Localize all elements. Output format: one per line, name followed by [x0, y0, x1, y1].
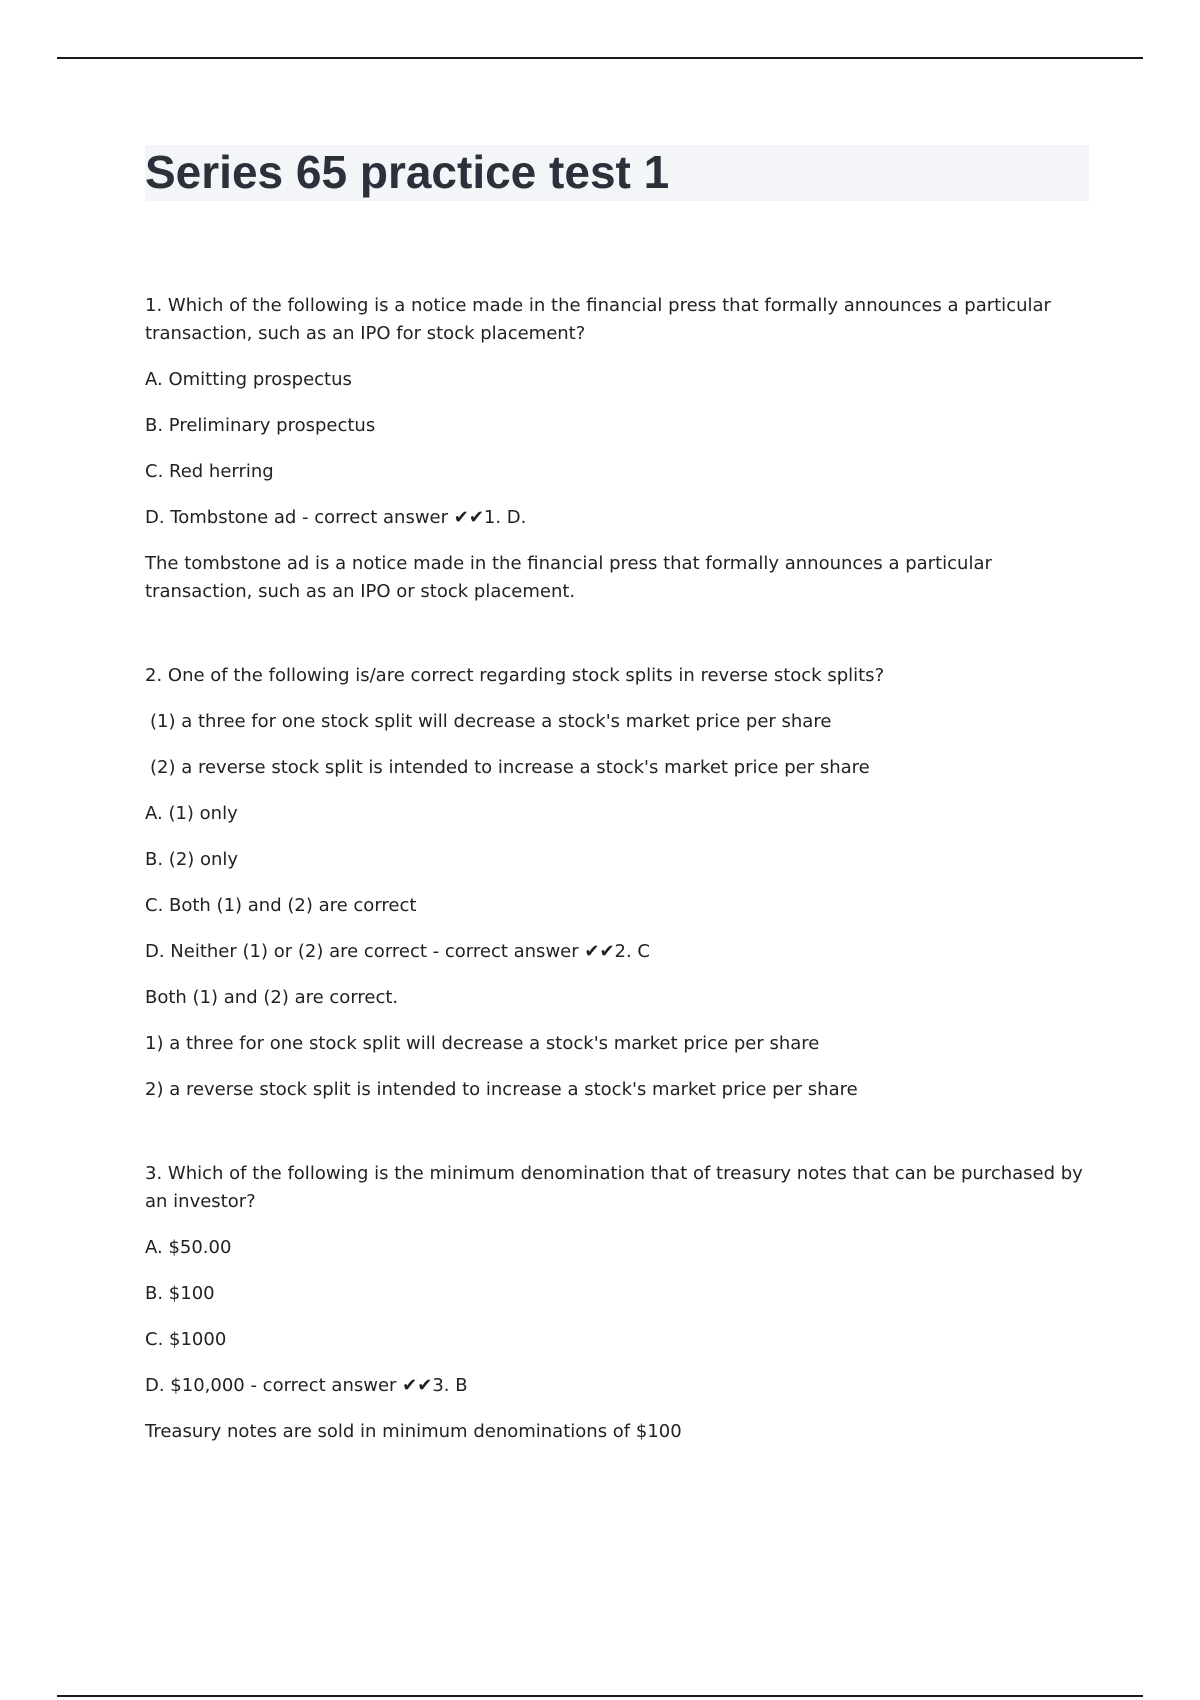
- answer-option-a: A. Omitting prospectus: [145, 369, 352, 390]
- answer-option-c: C. $1000: [145, 1329, 227, 1350]
- answer-explanation-point-1: 1) a three for one stock split will decrease a stock's market price per share: [145, 1033, 820, 1054]
- question-3: [145, 1160, 1090, 1446]
- question-statement-2: (2) a reverse stock split is intended to increase a stock's market price per share: [150, 757, 870, 778]
- title-banner: [145, 145, 1089, 201]
- answer-option-a: A. (1) only: [145, 803, 238, 824]
- answer-option-d: D. Neither (1) or (2) are correct - correct answer ✔✔2. C: [145, 941, 650, 962]
- top-divider: [57, 57, 1143, 59]
- answer-explanation: Both (1) and (2) are correct.: [145, 987, 399, 1008]
- answer-option-c: C. Both (1) and (2) are correct: [145, 895, 417, 916]
- question-statement-1: (1) a three for one stock split will decrease a stock's market price per share: [150, 711, 832, 732]
- answer-option-c: C. Red herring: [145, 461, 274, 482]
- bottom-divider: [57, 1695, 1143, 1697]
- question-1: [145, 292, 1090, 606]
- answer-option-b: B. (2) only: [145, 849, 239, 870]
- answer-option-d: D. $10,000 - correct answer ✔✔3. B: [145, 1375, 468, 1396]
- answer-option-d: D. Tombstone ad - correct answer ✔✔1. D.: [145, 507, 527, 528]
- answer-option-b: B. Preliminary prospectus: [145, 415, 376, 436]
- answer-explanation-point-2: 2) a reverse stock split is intended to increase a stock's market price per share: [145, 1079, 858, 1100]
- question-2: [145, 662, 1090, 1104]
- question-stem: 1. Which of the following is a notice made in the financial press that formally announces a particular transaction, such as an IPO for stock placement?: [145, 295, 1051, 344]
- question-stem: 2. One of the following is/are correct regarding stock splits in reverse stock splits?: [145, 665, 885, 686]
- answer-option-b: B. $100: [145, 1283, 215, 1304]
- question-list: [145, 292, 1090, 1446]
- answer-explanation: Treasury notes are sold in minimum denominations of $100: [145, 1421, 682, 1442]
- answer-option-a: A. $50.00: [145, 1237, 232, 1258]
- answer-explanation: The tombstone ad is a notice made in the financial press that formally announces a particular transaction, such as an IPO or stock placement.: [145, 553, 992, 602]
- page-title: Series 65 practice test 1: [145, 146, 670, 198]
- question-stem: 3. Which of the following is the minimum denomination that of treasury notes that can be purchased by an investor?: [145, 1163, 1083, 1212]
